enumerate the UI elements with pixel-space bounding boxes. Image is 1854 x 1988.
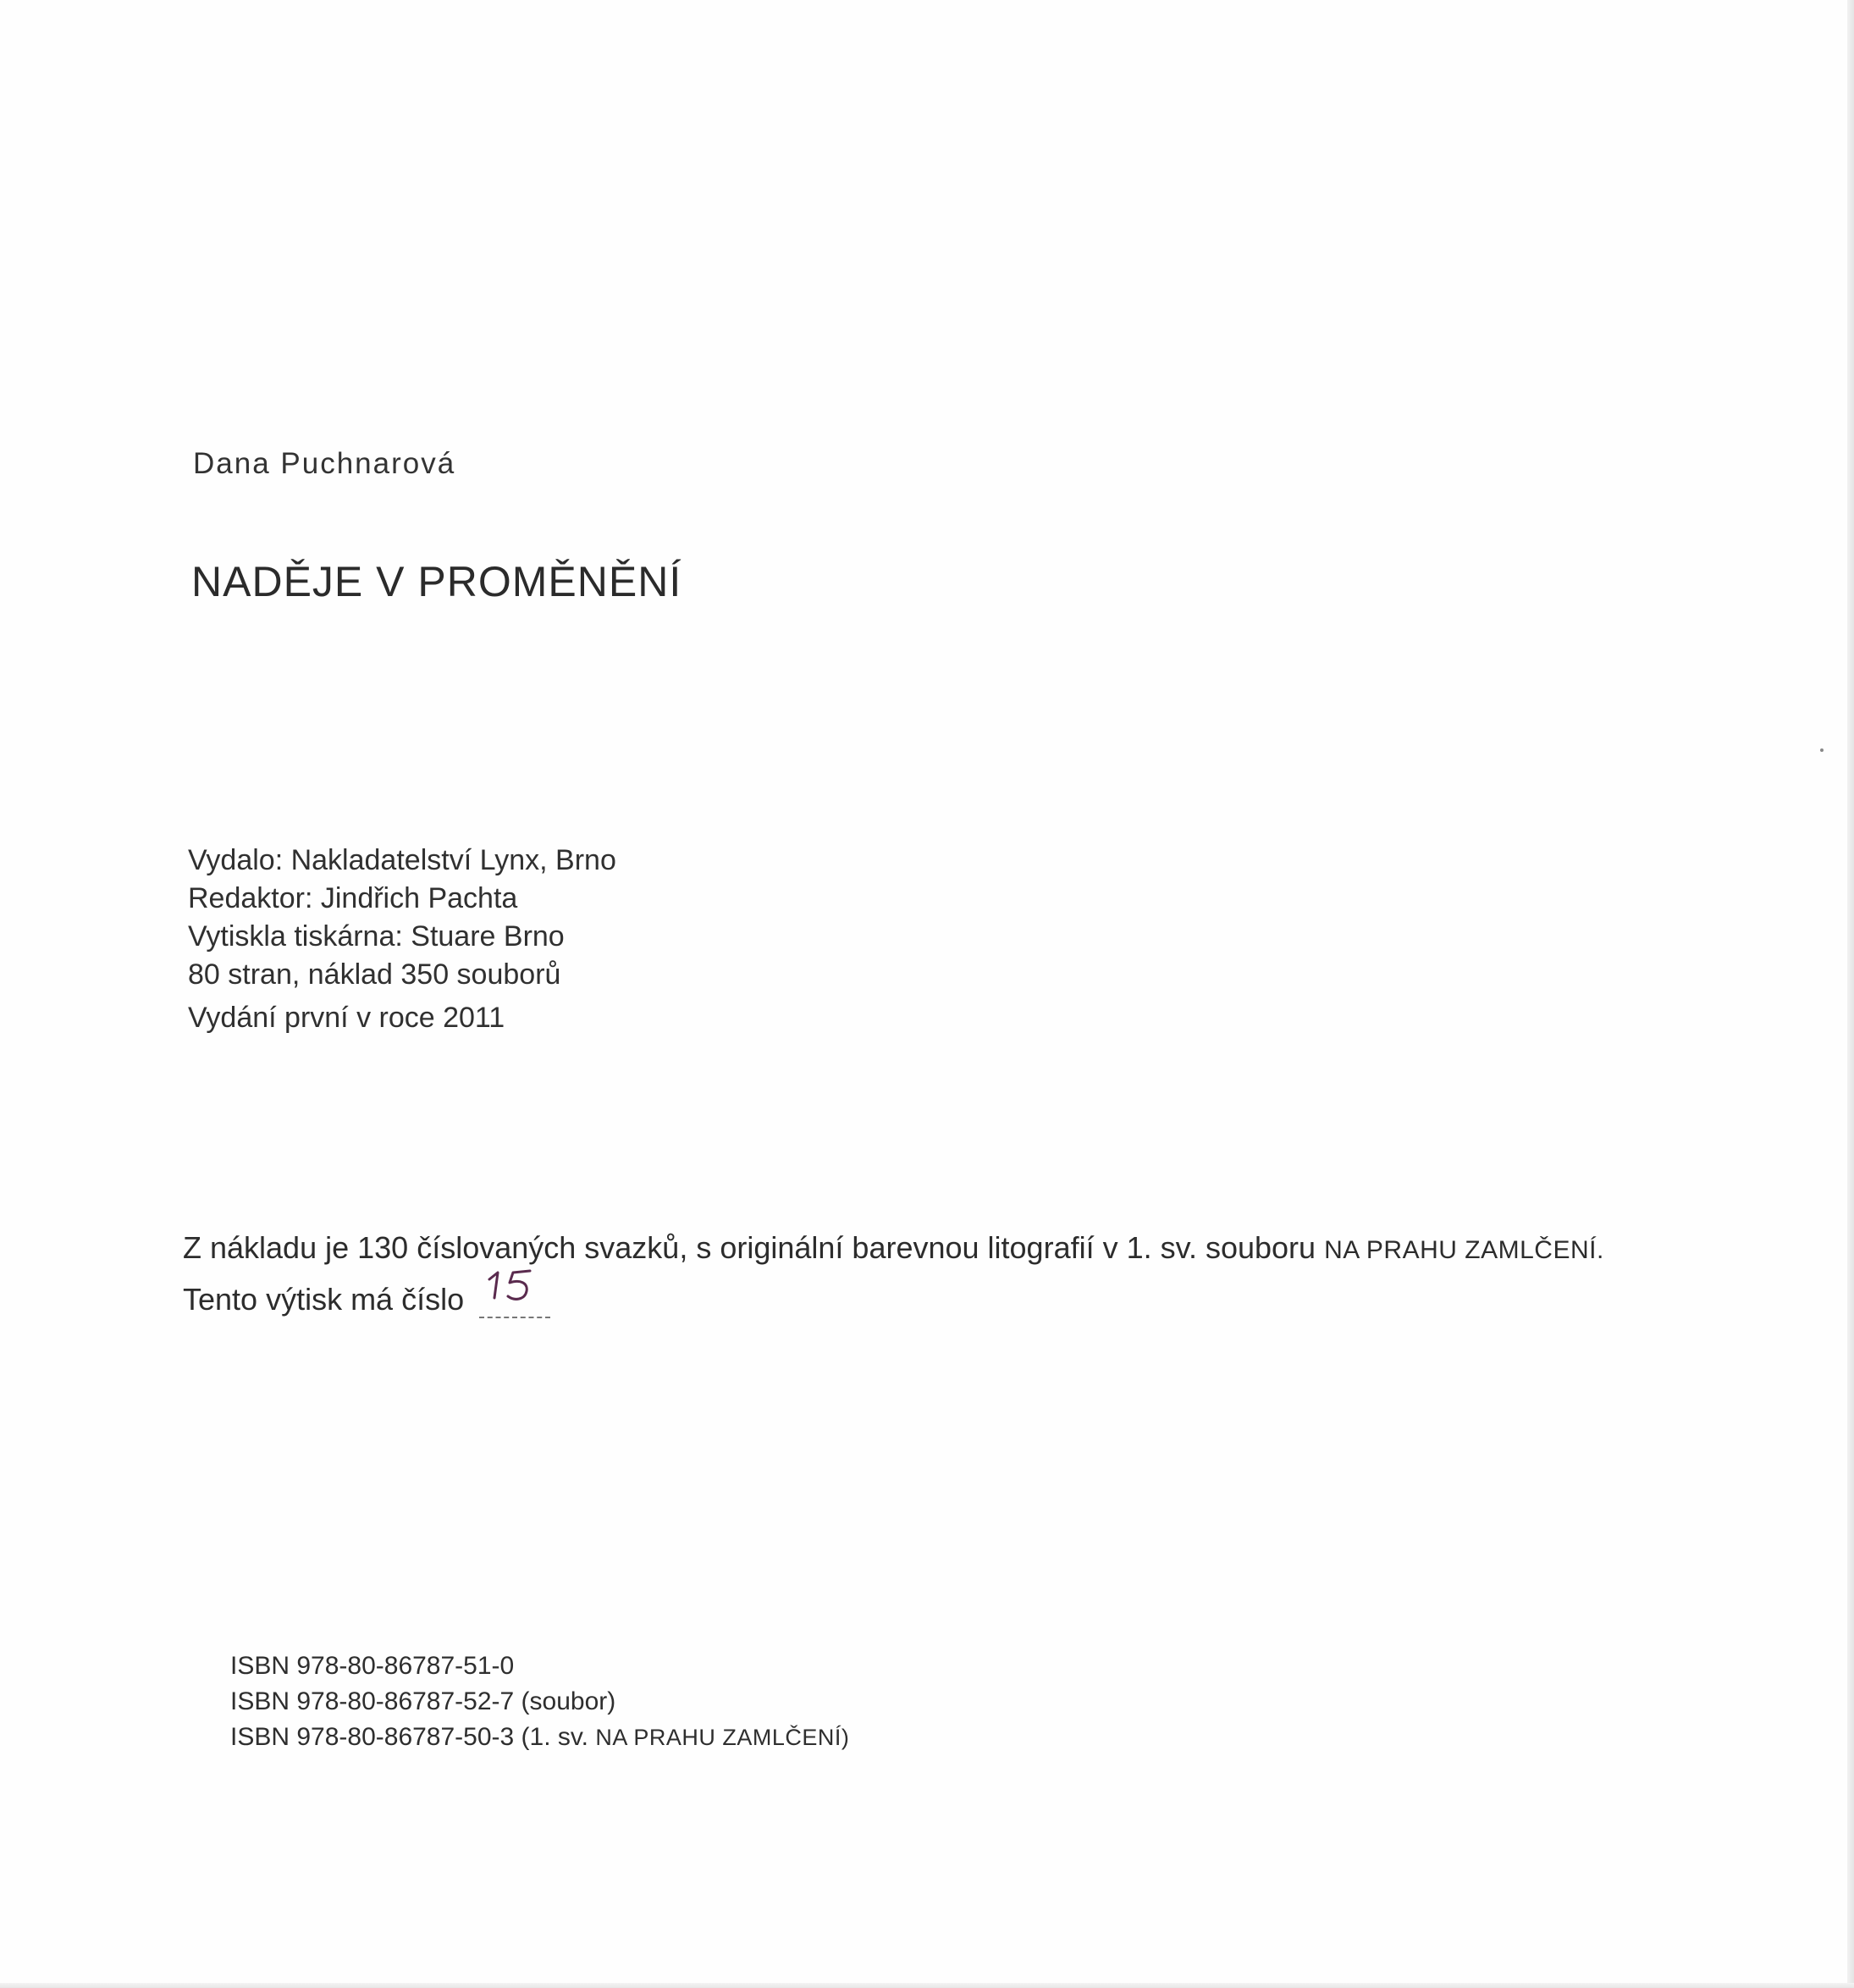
isbn-first-volume-number: ISBN 978-80-86787-50-3 (1. sv.	[230, 1723, 589, 1751]
copy-number-dotted-line	[479, 1317, 550, 1318]
limited-edition-note	[183, 1223, 1604, 1324]
paper-speck	[1820, 748, 1824, 752]
isbn-block	[230, 1648, 849, 1755]
editor-line: Redaktor: Jindřich Pachta	[188, 882, 518, 914]
page-bottom-edge	[0, 1983, 1854, 1988]
copy-number-label: Tento výtisk má číslo	[183, 1282, 465, 1317]
page-right-edge	[1847, 0, 1854, 1988]
isbn-first-volume	[230, 1720, 849, 1755]
edition-note-line-2	[183, 1275, 1604, 1324]
author-name: Dana Puchnarová	[193, 447, 456, 480]
extent-line: 80 stran, náklad 350 souborů	[188, 958, 561, 991]
isbn-series-name: NA PRAHU ZAMLČENÍ)	[595, 1725, 850, 1750]
isbn-set: ISBN 978-80-86787-52-7 (soubor)	[230, 1687, 616, 1715]
edition-note-line-1	[183, 1223, 1604, 1275]
imprint-block	[188, 842, 616, 1037]
book-title: NADĚJE V PROMĚNĚNÍ	[191, 558, 682, 605]
series-name: NA PRAHU ZAMLČENÍ.	[1324, 1236, 1604, 1264]
publisher-line: Vydalo: Nakladatelství Lynx, Brno	[188, 844, 616, 876]
copy-number-field	[479, 1279, 550, 1313]
printer-line: Vytiskla tiskárna: Stuare Brno	[188, 920, 565, 953]
edition-note-text: Z nákladu je 130 číslovaných svazků, s originální barevnou litografií v 1. sv. souboru	[183, 1230, 1316, 1265]
edition-line: Vydání první v roce 2011	[188, 1002, 505, 1034]
handwritten-copy-number	[484, 1266, 545, 1305]
isbn-volume: ISBN 978-80-86787-51-0	[230, 1652, 515, 1680]
